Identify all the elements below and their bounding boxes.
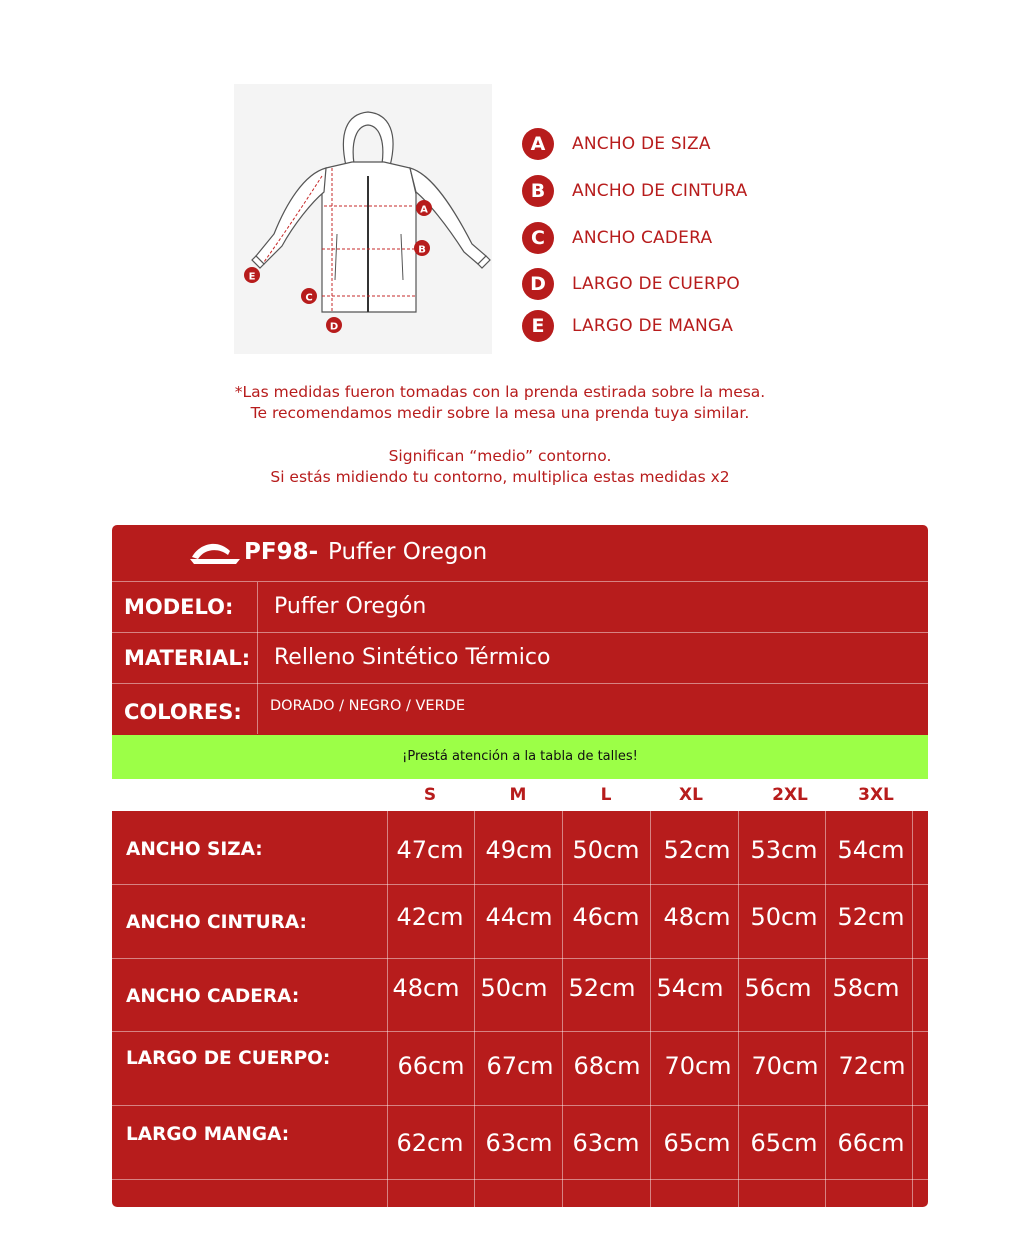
legend-label-b: ANCHO DE CINTURA bbox=[572, 181, 748, 201]
table-cell: 68cm bbox=[573, 1052, 641, 1080]
divider bbox=[112, 1179, 928, 1180]
legend-item-e bbox=[522, 310, 733, 342]
size-header-m: M bbox=[509, 785, 527, 805]
note-line-4: Si estás midiendo tu contorno, multiplica estas medidas x2 bbox=[270, 468, 730, 486]
column-divider bbox=[650, 811, 651, 1207]
legend-badge-d: D bbox=[522, 268, 554, 300]
size-header-xl: XL bbox=[679, 785, 703, 805]
legend-label-e: LARGO DE MANGA bbox=[572, 316, 734, 336]
table-cell: 50cm bbox=[750, 903, 818, 931]
legend-badge-e: E bbox=[522, 310, 554, 342]
jacket-diagram bbox=[234, 84, 492, 354]
info-column-divider bbox=[257, 582, 258, 734]
divider bbox=[112, 958, 928, 959]
table-cell: 54cm bbox=[656, 974, 724, 1002]
diagram-marker-d: D bbox=[329, 321, 339, 333]
note-line-1: *Las medidas fueron tomadas con la prenda estirada sobre la mesa. bbox=[234, 383, 766, 401]
legend-label-c: ANCHO CADERA bbox=[572, 228, 713, 248]
table-cell: 53cm bbox=[750, 836, 818, 864]
legend-item-a bbox=[522, 128, 711, 160]
banner-text: ¡Prestá atención a la tabla de talles! bbox=[402, 749, 638, 764]
product-size-card bbox=[112, 525, 928, 1207]
divider bbox=[112, 632, 928, 633]
table-cell: 47cm bbox=[396, 836, 464, 864]
table-cell: 56cm bbox=[744, 974, 812, 1002]
divider bbox=[112, 1031, 928, 1032]
table-cell: 52cm bbox=[568, 974, 636, 1002]
material-value: Relleno Sintético Térmico bbox=[274, 645, 551, 670]
legend-item-b bbox=[522, 175, 747, 207]
row-label-largo-manga: LARGO MANGA: bbox=[126, 1124, 290, 1145]
table-cell: 54cm bbox=[837, 836, 905, 864]
table-cell: 70cm bbox=[751, 1052, 819, 1080]
legend-label-a: ANCHO DE SIZA bbox=[572, 134, 711, 154]
legend-badge-a: A bbox=[522, 128, 554, 160]
size-header-l: L bbox=[600, 785, 612, 805]
diagram-marker-b: B bbox=[418, 244, 426, 256]
modelo-value: Puffer Oregón bbox=[274, 594, 427, 619]
table-cell: 67cm bbox=[486, 1052, 554, 1080]
table-cell: 66cm bbox=[397, 1052, 465, 1080]
note-line-2: Te recomendamos medir sobre la mesa una prenda tuya similar. bbox=[250, 404, 750, 422]
product-title-name: Puffer Oregon bbox=[328, 539, 488, 565]
legend-item-d bbox=[522, 268, 740, 300]
table-cell: 49cm bbox=[485, 836, 553, 864]
colores-label: COLORES: bbox=[124, 700, 242, 724]
table-cell: 48cm bbox=[392, 974, 460, 1002]
table-cell: 65cm bbox=[750, 1129, 818, 1157]
brand-logo-icon bbox=[188, 537, 242, 571]
table-cell: 65cm bbox=[663, 1129, 731, 1157]
divider bbox=[112, 1105, 928, 1106]
table-cell: 58cm bbox=[832, 974, 900, 1002]
row-label-ancho-cintura: ANCHO CINTURA: bbox=[126, 912, 307, 933]
size-header-2xl: 2XL bbox=[772, 785, 808, 805]
diagram-marker-a: A bbox=[420, 204, 428, 216]
legend-label-d: LARGO DE CUERPO bbox=[572, 274, 740, 294]
table-cell: 52cm bbox=[663, 836, 731, 864]
size-table bbox=[112, 811, 928, 1207]
table-cell: 63cm bbox=[485, 1129, 553, 1157]
row-label-ancho-siza: ANCHO SIZA: bbox=[126, 839, 263, 860]
table-cell: 46cm bbox=[572, 903, 640, 931]
table-cell: 50cm bbox=[480, 974, 548, 1002]
legend-item-c bbox=[522, 222, 712, 254]
table-cell: 44cm bbox=[485, 903, 553, 931]
material-label: MATERIAL: bbox=[124, 646, 251, 670]
product-title-row bbox=[112, 525, 928, 581]
jacket-outline-illustration bbox=[234, 84, 492, 354]
modelo-label: MODELO: bbox=[124, 595, 234, 619]
table-cell: 62cm bbox=[396, 1129, 464, 1157]
divider bbox=[112, 884, 928, 885]
table-cell: 42cm bbox=[396, 903, 464, 931]
row-label-ancho-cadera: ANCHO CADERA: bbox=[126, 986, 300, 1007]
legend-badge-c: C bbox=[522, 222, 554, 254]
table-cell: 70cm bbox=[664, 1052, 732, 1080]
size-table-banner bbox=[112, 735, 928, 779]
size-header-row bbox=[112, 779, 928, 811]
divider bbox=[112, 683, 928, 684]
note-line-3: Significan “medio” contorno. bbox=[388, 447, 612, 465]
divider bbox=[112, 581, 928, 582]
diagram-marker-c: C bbox=[305, 292, 313, 304]
size-header-3xl: 3XL bbox=[858, 785, 894, 805]
size-header-s: S bbox=[423, 785, 437, 805]
table-cell: 48cm bbox=[663, 903, 731, 931]
row-label-largo-de-cuerpo: LARGO DE CUERPO: bbox=[126, 1048, 331, 1069]
table-cell: 50cm bbox=[572, 836, 640, 864]
product-code: PF98- bbox=[244, 539, 319, 565]
legend-badge-b: B bbox=[522, 175, 554, 207]
colores-value: DORADO / NEGRO / VERDE bbox=[270, 698, 465, 714]
table-cell: 52cm bbox=[837, 903, 905, 931]
table-cell: 72cm bbox=[838, 1052, 906, 1080]
diagram-marker-e: E bbox=[248, 271, 256, 283]
table-cell: 66cm bbox=[837, 1129, 905, 1157]
table-cell: 63cm bbox=[572, 1129, 640, 1157]
